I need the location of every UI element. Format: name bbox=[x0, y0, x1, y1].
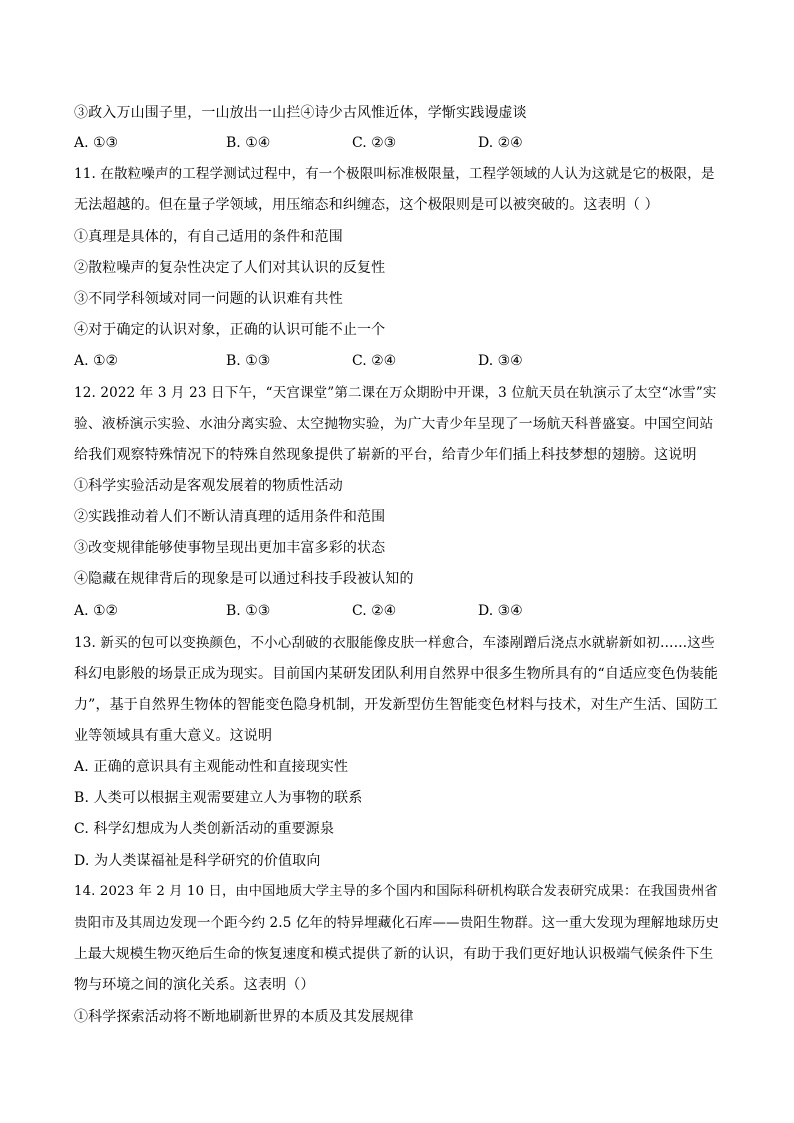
q13-stem-line-3: 力”，基于自然界生物体的智能变色隐身机制，开发新型仿生智能变色材料与技术，对生产生活、国防工 bbox=[74, 697, 719, 713]
q12-statement-1: ①科学实验活动是客观发展着的物质性活动 bbox=[74, 478, 343, 494]
q11-option-d: D. ③④ bbox=[478, 353, 523, 369]
q11-statement-2: ②散粒噪声的复杂性决定了人们对其认识的反复性 bbox=[74, 260, 386, 276]
q14-stem-line-2: 贵阳市及其周边发现一个距今约 2.5 亿年的特异埋藏化石库——贵阳生物群。这一重大发现为理解地球历史 bbox=[74, 915, 720, 931]
q12-option-a: A. ①② bbox=[74, 603, 119, 619]
q11-statement-1: ①真理是具体的，有自己适用的条件和范围 bbox=[74, 229, 343, 245]
q11-option-a: A. ①② bbox=[74, 353, 119, 369]
q11-stem-line-1: 11. 在散粒噪声的工程学测试过程中，有一个极限叫标准极限量，工程学领域的人认为这就是它的极限，是 bbox=[74, 166, 715, 182]
q13-stem-line-2: 科幻电影般的场景正成为现实。目前国内某研发团队利用自然界中很多生物所具有的“自适应变色伪装能 bbox=[74, 666, 719, 682]
q12-option-c: C. ②④ bbox=[352, 603, 397, 619]
q11-statement-3: ③不同学科领域对同一问题的认识难有共性 bbox=[74, 291, 343, 307]
q13-choice-c: C. 科学幻想成为人类创新活动的重要源泉 bbox=[74, 821, 335, 837]
q10-options bbox=[74, 133, 724, 153]
q10-statement-tail: ③政入万山围子里，一山放出一山拦④诗少古风惟近体，学惭实践谩虚谈 bbox=[74, 105, 527, 121]
q11-options bbox=[74, 351, 724, 371]
q12-stem-line-2: 验、液桥演示实验、水油分离实验、太空抛物实验，为广大青少年呈现了一场航天科普盛宴。中国空间站 bbox=[74, 416, 714, 432]
q14-stem-line-3: 上最大规模生物灭绝后生命的恢复速度和模式提供了新的认识，有助于我们更好地认识极端气候条件下生 bbox=[74, 946, 714, 962]
q12-statement-3: ③改变规律能够使事物呈现出更加丰富多彩的状态 bbox=[74, 540, 386, 556]
q14-stem-line-4: 物与环境之间的演化关系。这表明（） bbox=[74, 977, 315, 993]
q12-stem-line-3: 给我们观察特殊情况下的特殊自然现象提供了崭新的平台，给青少年们插上科技梦想的翅膀。这说明 bbox=[74, 447, 697, 463]
q13-choice-d: D. 为人类谋福祉是科学研究的价值取向 bbox=[74, 853, 321, 869]
q10-option-a: A. ①③ bbox=[74, 135, 119, 151]
q13-stem-line-1: 13. 新买的包可以变换颜色，不小心刮破的衣服能像皮肤一样愈合，车漆剐蹭后浇点水就崭新如初……这些 bbox=[74, 635, 715, 651]
q11-statement-4: ④对于确定的认识对象，正确的认识可能不止一个 bbox=[74, 322, 386, 338]
q11-option-b: B. ①③ bbox=[226, 353, 271, 369]
q12-option-d: D. ③④ bbox=[478, 603, 523, 619]
q10-option-d: D. ②④ bbox=[478, 135, 523, 151]
q12-stem-line-1: 12. 2022 年 3 月 23 日下午，“天宫课堂”第二课在万众期盼中开课，3 位航天员在轨演示了太空“冰雪”实 bbox=[74, 385, 717, 401]
q12-statement-2: ②实践推动着人们不断认清真理的适用条件和范围 bbox=[74, 509, 386, 525]
q13-stem-line-4: 业等领域具有重大意义。这说明 bbox=[74, 728, 273, 744]
q14-statement-1: ①科学探索活动将不断地刷新世界的本质及其发展规律 bbox=[74, 1009, 414, 1025]
q10-option-b: B. ①④ bbox=[226, 135, 271, 151]
q12-options bbox=[74, 601, 724, 621]
q13-choice-b: B. 人类可以根据主观需要建立人为事物的联系 bbox=[74, 790, 363, 806]
q12-option-b: B. ①③ bbox=[226, 603, 271, 619]
q12-statement-4: ④隐藏在规律背后的现象是可以通过科技手段被认知的 bbox=[74, 571, 414, 587]
q11-stem-line-2: 无法超越的。但在量子学领域，用压缩态和纠缠态，这个极限则是可以被突破的。这表明（ ） bbox=[74, 197, 659, 213]
q13-choice-a: A. 正确的意识具有主观能动性和直接现实性 bbox=[74, 759, 349, 775]
q14-stem-line-1: 14. 2023 年 2 月 10 日，由中国地质大学主导的多个国内和国际科研机构联合发表研究成果：在我国贵州省 bbox=[74, 884, 718, 899]
q11-option-c: C. ②④ bbox=[352, 353, 397, 369]
q10-option-c: C. ②③ bbox=[352, 135, 397, 151]
